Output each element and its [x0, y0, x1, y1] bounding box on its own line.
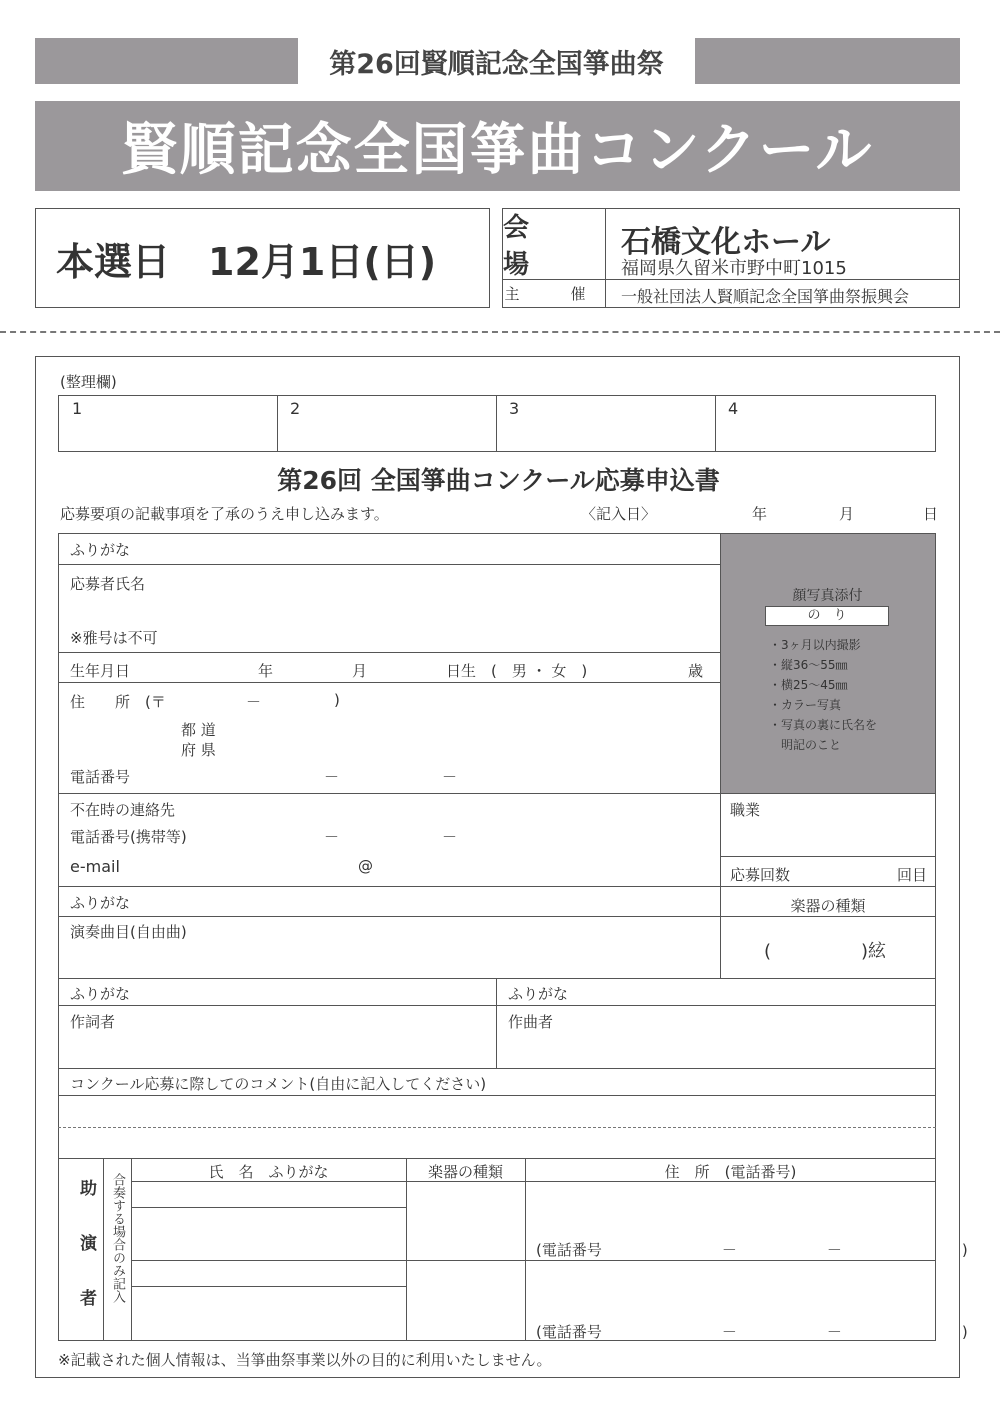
lyricist-label[interactable]: 作詞者: [70, 1013, 116, 1031]
phone-label[interactable]: 電話番号: [70, 768, 131, 786]
admin-cell-3[interactable]: 3: [509, 399, 520, 418]
occupation-label[interactable]: 職業: [730, 801, 761, 819]
admin-cell-1[interactable]: 1: [72, 399, 83, 418]
photo-notes: [769, 635, 877, 755]
assistant-instrument-header: 楽器の種類: [427, 1163, 503, 1181]
privacy-note: ※記載された個人情報は、当箏曲祭事業以外の目的に利用いたしません。: [58, 1351, 552, 1369]
furigana-label: ふりがな: [70, 985, 131, 1003]
photo-note: ・カラー写真: [769, 698, 842, 712]
furigana-label: ふりがな: [70, 541, 131, 559]
piece-label[interactable]: 演奏曲目(自由曲): [70, 923, 187, 941]
application-form: [35, 356, 968, 1378]
organizer: 一般社団法人賢順記念全国箏曲祭振興会: [621, 287, 910, 306]
photo-note: ・3ヶ月以内撮影: [769, 638, 861, 652]
composer-label[interactable]: 作曲者: [508, 1013, 554, 1031]
address-dash: －: [246, 693, 262, 711]
assistant-label: 助 演 者: [76, 1179, 96, 1322]
todo-label: 都 道: [181, 721, 216, 739]
fuken-label: 府 県: [181, 741, 216, 759]
competition-title: 賢順記念全国箏曲コンクール: [35, 101, 960, 191]
email-at: @: [358, 857, 373, 875]
entry-count-label[interactable]: 応募回数: [730, 866, 791, 884]
furigana-label: ふりがな: [70, 894, 131, 912]
entry-day[interactable]: 日: [923, 505, 939, 523]
photo-note: 明記のこと: [769, 738, 842, 752]
entry-year[interactable]: 年: [752, 505, 768, 523]
photo-note: ・縦36～55㎜: [769, 658, 848, 672]
address-close: ): [334, 691, 340, 709]
address-label[interactable]: 住 所 (〒: [70, 693, 166, 711]
birth-label: 生年月日: [70, 662, 131, 680]
times-label: 回目: [897, 866, 928, 884]
admin-grid: [58, 395, 936, 452]
assistant-note: 合奏する場合のみ記入: [110, 1173, 125, 1303]
comment-label: コンクール応募に際してのコメント(自由に記入してください): [70, 1075, 487, 1093]
age-label[interactable]: 歳: [688, 662, 704, 680]
assistant-name-header: 氏 名 ふりがな: [208, 1163, 329, 1181]
form-title: 第26回 全国箏曲コンクール応募申込書: [277, 466, 720, 495]
absent-contact-label: 不在時の連絡先: [70, 801, 176, 819]
mobile-label[interactable]: 電話番号(携帯等): [70, 828, 187, 846]
phone-dash: －: [442, 768, 458, 786]
festival-banner: [35, 38, 960, 84]
photo-note: ・横25～45㎜: [769, 678, 848, 692]
comment-dashed-line: [58, 1127, 936, 1128]
assistant-phone-2[interactable]: (電話番号 － － ): [536, 1323, 968, 1341]
mobile-dash: －: [324, 828, 340, 846]
admin-cell-4[interactable]: 4: [728, 399, 739, 418]
cut-line: [0, 331, 1000, 333]
mobile-dash: －: [442, 828, 458, 846]
intro-text: 応募要項の記載事項を了承のうえ申し込みます。: [60, 505, 389, 523]
phone-dash: －: [324, 768, 340, 786]
birth-year[interactable]: 年: [258, 662, 274, 680]
entry-month[interactable]: 月: [839, 505, 855, 523]
admin-label: (整理欄): [60, 373, 117, 391]
strings-field[interactable]: ( )絃: [764, 941, 887, 962]
venue-label: 会 場: [503, 209, 606, 279]
organizer-label: 主 催: [503, 279, 606, 307]
assistant-address-header: 住 所 (電話番号): [664, 1163, 797, 1181]
instrument-type-label: 楽器の種類: [790, 897, 866, 915]
applicant-name-label[interactable]: 応募者氏名: [70, 575, 146, 593]
entry-date-label: 〈記入日〉: [581, 505, 657, 523]
assistant-phone-1[interactable]: (電話番号 － － ): [536, 1241, 968, 1259]
admin-cell-2[interactable]: 2: [290, 399, 301, 418]
festival-title: 第26回賢順記念全国箏曲祭: [298, 38, 695, 84]
email-label[interactable]: e-mail: [70, 857, 120, 876]
photo-note: ・写真の裏に氏名を: [769, 718, 878, 732]
venue-name: 石橋文化ホール: [621, 225, 831, 260]
venue-address: 福岡県久留米市野中町1015: [621, 258, 847, 279]
venue-box: [502, 208, 960, 308]
photo-title: 顔写真添付: [792, 588, 863, 604]
furigana-label: ふりがな: [508, 985, 569, 1003]
photo-glue: の り: [765, 606, 889, 626]
final-date: 本選日 12月1日(日): [35, 208, 490, 308]
birth-month[interactable]: 月: [352, 662, 368, 680]
birth-day-sex[interactable]: 日生 ( 男 ・ 女 ): [446, 662, 588, 680]
pseudonym-note: ※雅号は不可: [70, 629, 158, 647]
